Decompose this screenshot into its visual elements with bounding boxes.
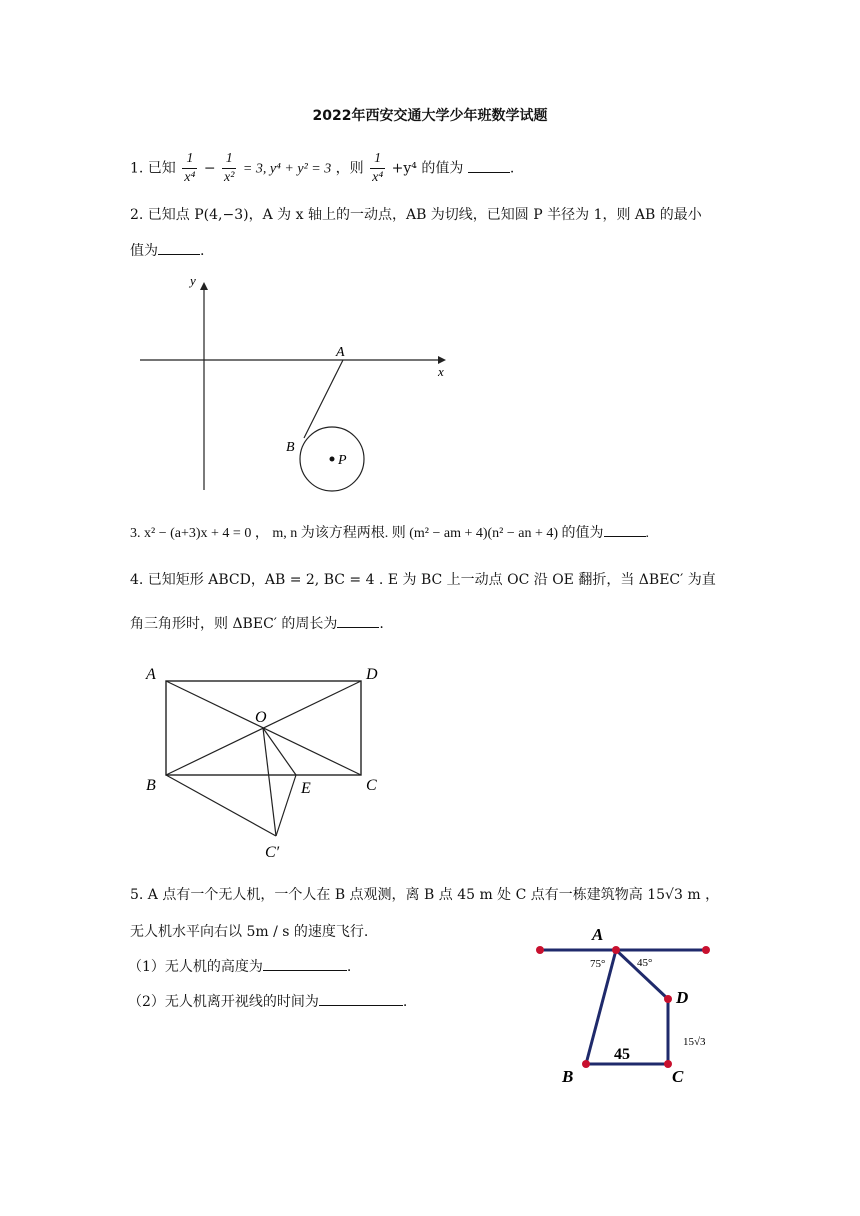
q2-label-A: A (336, 345, 345, 360)
q2-end: . (200, 243, 205, 259)
q4-label-A: A (146, 666, 156, 683)
q5-sub1-end: . (346, 959, 352, 975)
q1-end: . (509, 160, 515, 177)
q5-label-C: C (672, 1067, 684, 1086)
q5-point-D (664, 995, 672, 1003)
q1-then: ，则 (335, 160, 364, 177)
q3-end: . (645, 526, 650, 541)
q1-frac2-den: x² (224, 170, 235, 185)
q1-prefix: 1. 已知 (130, 160, 176, 177)
q2-label-P: P (338, 453, 347, 468)
q5-sub2-text: （2）无人机离开视线的时间为 (128, 994, 319, 1010)
q1-minus: − (203, 160, 216, 177)
q1-mid: = 3, y⁴ + y² = 3 (242, 161, 332, 177)
q5-length-BC: 45 (614, 1046, 630, 1063)
q4-label-D: D (366, 666, 378, 683)
q5-sub2-end: . (402, 994, 408, 1010)
q5-point-B (582, 1060, 590, 1068)
q2-label-B: B (286, 440, 295, 455)
q5-label-B: B (562, 1067, 574, 1086)
q1-frac1-den: x⁴ (184, 170, 196, 185)
q5-angle-75: 75° (590, 958, 606, 970)
q2-line1: 2. 已知点 P(4,−3)，A 为 x 轴上的一动点，AB 为切线，已知圆 P 半径为 1，则 AB 的最小 (130, 207, 702, 223)
q5-label-A: A (592, 925, 604, 944)
q4-label-B: B (146, 777, 156, 794)
q5-angle-45: 45° (637, 957, 653, 969)
q1-tail: +y⁴ 的值为 (391, 160, 464, 177)
q2-label-y: y (190, 273, 196, 288)
q5-point-left (536, 946, 544, 954)
q4-label-C-prime: C′ (265, 844, 280, 861)
q5-point-right (702, 946, 710, 954)
q5-point-A (612, 946, 620, 954)
q1-frac3-num: 1 (370, 150, 385, 169)
page-title: 2022年西安交通大学少年班数学试题 (312, 108, 548, 124)
q5-height-CD: 15√3 (683, 1036, 706, 1048)
q5-sub1-text: （1）无人机的高度为 (128, 959, 263, 975)
q1-frac1-num: 1 (182, 150, 197, 169)
q5-line1: 5. A 点有一个无人机，一个人在 B 点观测，离 B 点 45 m 处 C 点有一栋建筑物高 15√3 m ， (130, 887, 720, 903)
q5-point-C (664, 1060, 672, 1068)
q4-label-O: O (255, 709, 267, 726)
q4-line1: 4. 已知矩形 ABCD，AB = 2, BC = 4 . E 为 BC 上一动点 OC 沿 OE 翻折，当 ΔBEC′ 为直 (130, 572, 716, 588)
q1-frac3-den: x⁴ (372, 170, 384, 185)
q4-label-C: C (366, 777, 377, 794)
q5-line2: 无人机水平向右以 5m / s 的速度飞行. (130, 924, 369, 940)
q4-line2-text: 角三角形时，则 ΔBEC′ 的周长为 (130, 616, 338, 632)
q2-label-x: x (438, 364, 444, 379)
q2-line2-text: 值为 (130, 243, 158, 259)
q5-label-D: D (676, 988, 689, 1007)
q4-label-E: E (301, 780, 311, 797)
q3-text: 3. x² − (a+3)x + 4 = 0 ， m, n 为该方程两根. 则 (m² − am + 4)(n² − an + 4) 的值为 (130, 526, 604, 541)
q1-frac2-num: 1 (222, 150, 236, 169)
q4-end: . (379, 616, 384, 632)
